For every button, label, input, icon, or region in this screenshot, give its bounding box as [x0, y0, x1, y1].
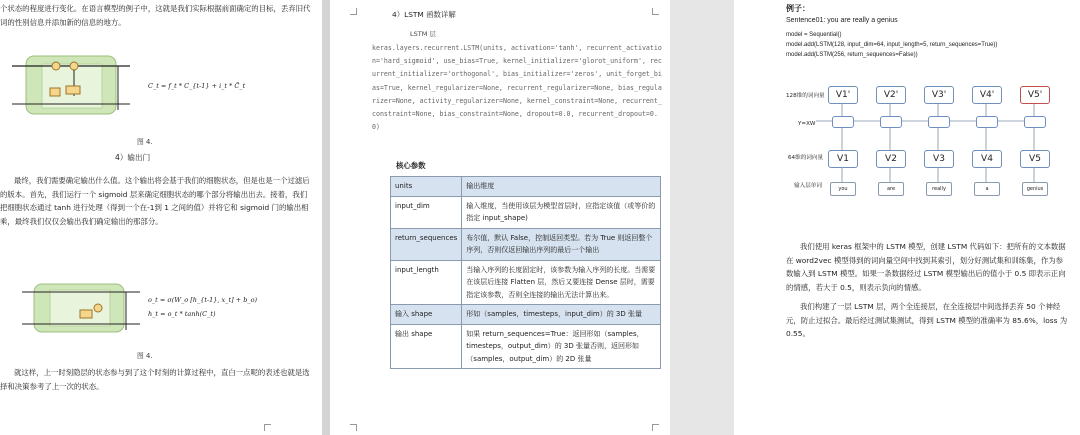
document-page-3: [734, 0, 1080, 435]
lstm-unit-node: [976, 116, 998, 128]
crop-mark: [652, 8, 659, 15]
input-word-box: you: [830, 182, 856, 196]
lstm-unit-node: [928, 116, 950, 128]
model-code-line-3: model.add(LSTM(256, return_sequences=False)): [786, 52, 918, 58]
param-name: input_dim: [391, 196, 462, 228]
crop-mark: [652, 424, 659, 431]
input-word-box: a: [974, 182, 1000, 196]
core-params-title: 核心参数: [396, 161, 426, 170]
label-y-equals-xw: Y=XW: [798, 121, 816, 127]
crop-mark: [350, 8, 357, 15]
param-name: 输出 shape: [391, 324, 462, 369]
example-sentence: Sentence01: you are really a genius: [786, 17, 898, 24]
top-vector-node: V5': [1020, 86, 1050, 104]
section-heading-output-gate: 4）输出门: [115, 153, 151, 162]
lstm-unit-node: [1024, 116, 1046, 128]
top-vector-node: V4': [972, 86, 1002, 104]
param-description: 形如（samples，timesteps，input_dim）的 3D 张量: [462, 305, 661, 325]
bottom-vector-node: V4: [972, 150, 1002, 168]
document-page-1: [0, 0, 322, 435]
lstm-layer-subheading: LSTM 层: [410, 30, 436, 38]
param-description: 如果 return_sequences=True：返回形如（samples，timesteps，output_dim）的 3D 张量否则，返回形如（samples，output_dim）的 2D 张量: [462, 324, 661, 369]
core-params-table: [390, 176, 661, 369]
param-row: [391, 324, 661, 369]
label-64d-vectors: 64维的词向量: [788, 155, 824, 161]
lstm-network-diagram: [784, 84, 1074, 206]
document-page-2: [330, 0, 670, 435]
param-name: units: [391, 177, 462, 197]
page1-intro-text: 个状态的程度进行变化。在语言模型的例子中，这就是我们实际根据前面确定的目标，丢弃旧代词的性别信息并添加新的信息的地方。: [0, 4, 311, 27]
figure-2-caption: 图 4.: [137, 352, 153, 360]
lstm-signature-code: keras.layers.recurrent.LSTM(units, activation='tanh', recurrent_activation='hard_sigmoid', use_bias=True, kernel_initializer='glorot_uniform', recurrent_initializer='orthogonal', bias_initializer='zeros', unit_forget_bias=True, kernel_regularizer=None, recurrent_regularizer=None, bias_regularizer=None, activity_regularizer=None, kernel_constraint=None, recurrent_constraint=None, bias_constraint=None, dropout=0.0, recurrent_dropout=0.0): [372, 44, 662, 132]
param-description: 输入维度，当使用该层为模型首层时，应指定该值（或等价的指定 input_shape): [462, 196, 661, 228]
param-row: [391, 260, 661, 305]
top-vector-node: V1': [828, 86, 858, 104]
lstm-cell-figure-2: [22, 280, 142, 336]
formula-output-gate: o_t = σ(W_o [h_{t-1}, x_t] + b_o): [148, 296, 258, 304]
lstm-unit-node: [832, 116, 854, 128]
param-row: [391, 177, 661, 197]
param-row: [391, 228, 661, 260]
input-word-box: are: [878, 182, 904, 196]
example-label: 例子：: [786, 4, 810, 13]
param-name: 输入 shape: [391, 305, 462, 325]
param-description: 输出维度: [462, 177, 661, 197]
output-gate-paragraph: 最终，我们需要确定输出什么值。这个输出将会基于我们的细胞状态，但是也是一个过滤后的版本。首先，我们运行一个 sigmoid 层来确定细胞状态的哪个部分将输出出去。接着，我们把细胞状态通过 tanh 进行处理（得到一个在-1到 1 之间的值）并将它和 sigmoid 门的输出相乘，最终我们仅仅会输出我们确定输出的那部分。: [0, 176, 310, 226]
page-gap: [322, 0, 330, 435]
lstm-unit-node: [880, 116, 902, 128]
function-heading: 4）LSTM 函数详解: [392, 10, 456, 19]
param-name: input_length: [391, 260, 462, 305]
param-description: 布尔值，默认 False，控制返回类型。若为 True 则返回整个序列，否则仅返回输出序列的最后一个输出: [462, 228, 661, 260]
label-input-words: 输入层单词: [794, 183, 822, 189]
model-code-line-1: model = Sequential(): [786, 32, 842, 38]
input-word-box: really: [926, 182, 952, 196]
bottom-vector-node: V3: [924, 150, 954, 168]
page-gap: [670, 0, 734, 435]
bottom-vector-node: V2: [876, 150, 906, 168]
keras-lstm-paragraph: 我们使用 keras 框架中的 LSTM 模型，创建 LSTM 代码如下：把所有的文本数据在 word2vec 模型得到的词向量空间中找到其索引，划分好测试集和训练集，作为参数输入到 LSTM 模型。如果一条数据经过 LSTM 模型输出后的值小于 0.5 即表示正向的情感，若大于 0.5，则表示负向的情感。: [786, 242, 1066, 292]
lstm-cell-figure-1: [12, 52, 132, 118]
closing-paragraph: 就这样，上一时刻隐层的状态参与到了这个时刻的计算过程中，直白一点呢的表述也就是选择和决策参考了上一次的状态。: [0, 368, 310, 391]
top-vector-node: V2': [876, 86, 906, 104]
param-description: 当输入序列的长度固定时，该参数为输入序列的长度。当需要在该层后连接 Flatten 层，然后又要连接 Dense 层时，需要指定该参数，否则全连接的输出无法计算出来。: [462, 260, 661, 305]
crop-mark: [264, 424, 271, 431]
top-vector-node: V3': [924, 86, 954, 104]
param-name: return_sequences: [391, 228, 462, 260]
label-128d-vectors: 128维的词向量: [786, 93, 825, 99]
param-row: [391, 196, 661, 228]
param-row: [391, 305, 661, 325]
formula-hidden-state: h_t = o_t * tanh(C_t): [148, 310, 216, 318]
crop-mark: [350, 424, 357, 431]
input-word-box: genius: [1022, 182, 1048, 196]
bottom-vector-node: V1: [828, 150, 858, 168]
bottom-vector-node: V5: [1020, 150, 1050, 168]
formula-cell-state: C_t = f_t * C_{t-1} + i_t * C̃_t: [148, 82, 246, 90]
figure-1-caption: 图 4.: [137, 138, 153, 146]
model-code-line-2: model.add(LSTM(128, input_dim=64, input_length=5, return_sequences=True)): [786, 42, 998, 48]
model-structure-paragraph: 我们构建了一层 LSTM 层，两个全连接层，在全连接层中间选择丢弃 50 个神经元，防止过拟合。最后经过测试集测试，得到 LSTM 模型的准确率为 85.6%，loss 为 0.55。: [786, 302, 1068, 338]
